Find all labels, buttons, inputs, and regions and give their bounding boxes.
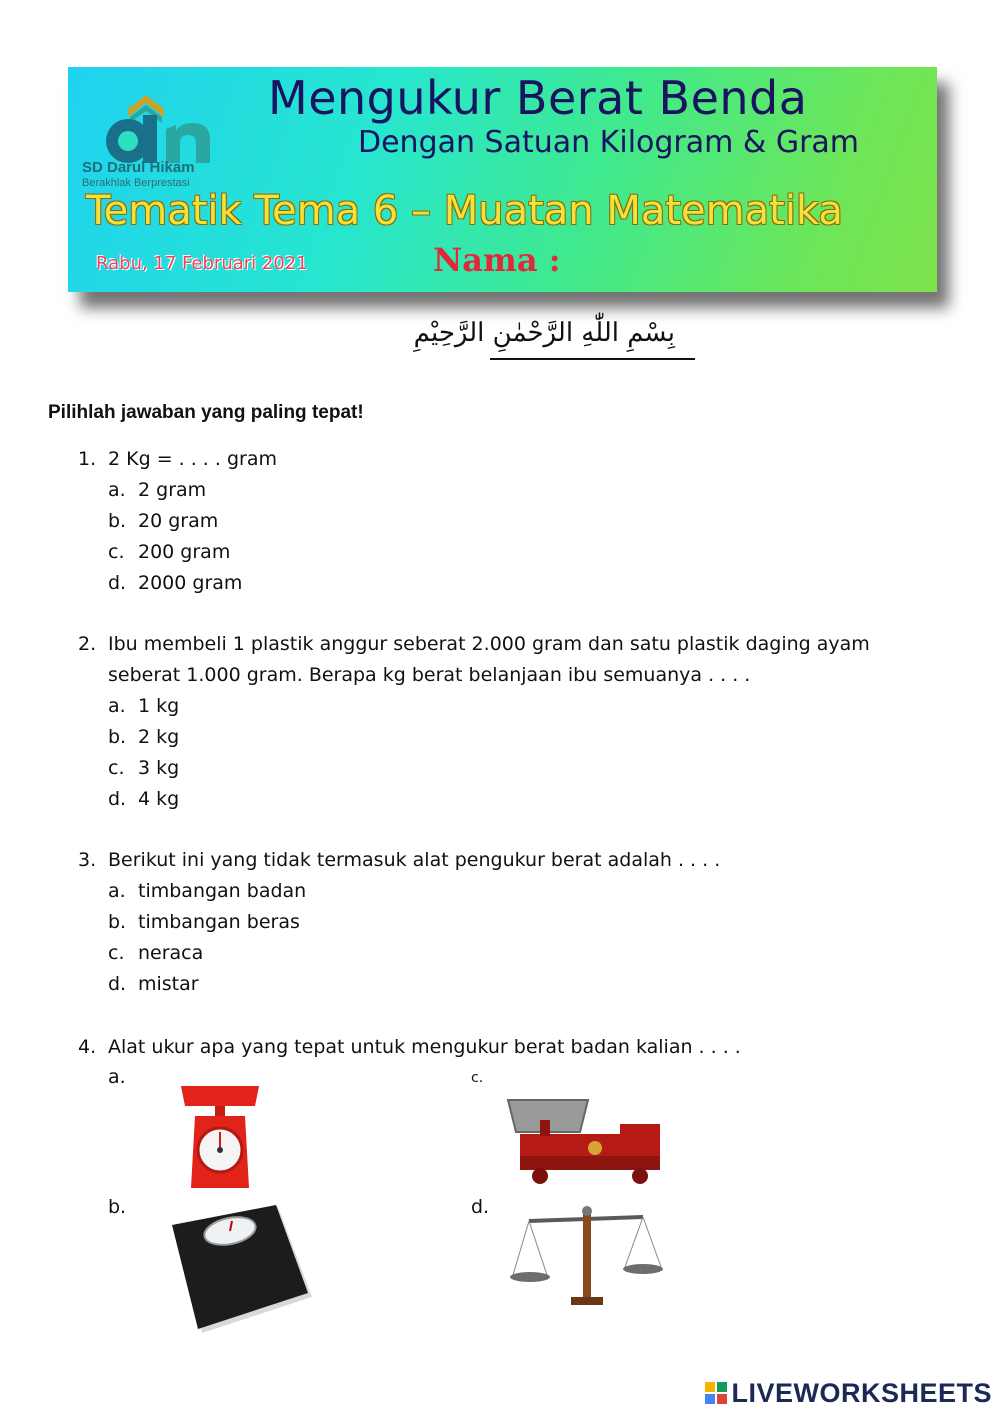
option-letter: a. <box>108 695 126 717</box>
option-c-label: c. <box>471 1070 484 1086</box>
option-letter: b. <box>108 911 127 933</box>
option-letter: c. <box>108 942 125 964</box>
name-label: Nama : <box>433 241 561 279</box>
liveworksheets-logo-icon <box>705 1382 727 1404</box>
option-d[interactable] <box>108 969 938 1000</box>
liveworksheets-watermark <box>705 1378 992 1409</box>
option-text: neraca <box>138 942 204 964</box>
worksheet-date: Rabu, 17 Februari 2021 <box>96 253 308 274</box>
hanging-balance-scale-image[interactable] <box>505 1205 665 1307</box>
option-text: 4 kg <box>138 788 180 810</box>
option-text: 2 gram <box>138 479 207 501</box>
question-text: Alat ukur apa yang tepat untuk mengukur berat badan kalian . . . . <box>108 1036 741 1058</box>
basmalah-calligraphy <box>340 318 695 374</box>
option-text: 2 kg <box>138 726 180 748</box>
option-d[interactable] <box>108 568 938 599</box>
question-text: 2 Kg = . . . . gram <box>108 448 277 470</box>
option-text: 20 gram <box>138 510 219 532</box>
option-c[interactable] <box>108 753 938 784</box>
option-c[interactable] <box>108 537 938 568</box>
question-number: 4. <box>78 1036 97 1058</box>
option-b-label: b. <box>108 1196 127 1218</box>
worksheet-title: Mengukur Berat Benda <box>268 71 808 125</box>
option-a[interactable] <box>108 691 938 722</box>
option-text: timbangan badan <box>138 880 307 902</box>
option-text: mistar <box>138 973 199 995</box>
option-b[interactable] <box>108 506 938 537</box>
option-letter: c. <box>108 541 125 563</box>
option-text: 200 gram <box>138 541 231 563</box>
question-2 <box>78 629 938 815</box>
option-a[interactable] <box>108 876 938 907</box>
option-text: timbangan beras <box>138 911 300 933</box>
school-name: SD Darul Hikam <box>82 159 195 176</box>
option-a-label: a. <box>108 1066 126 1088</box>
instruction: Pilihlah jawaban yang paling tepat! <box>48 402 364 423</box>
question-number: 1. <box>78 448 97 470</box>
option-letter: a. <box>108 479 126 501</box>
basmalah-text: بِسْمِ اللّٰهِ الرَّحْمٰنِ الرَّحِيْمِ <box>413 318 675 348</box>
header-banner <box>68 67 937 292</box>
question-3 <box>78 845 938 1000</box>
question-1 <box>78 444 938 599</box>
black-bathroom-scale-image[interactable] <box>168 1205 316 1335</box>
option-letter: b. <box>108 726 127 748</box>
red-kitchen-scale-image[interactable] <box>175 1080 265 1190</box>
question-text: Ibu membeli 1 plastik anggur seberat 2.000 gram dan satu plastik daging ayam seberat 1.000 gram. Berapa kg berat belanjaan ibu semuanya . . . . <box>108 633 870 686</box>
question-4 <box>78 1032 938 1063</box>
worksheet-subtitle: Dengan Satuan Kilogram & Gram <box>358 125 860 160</box>
basmalah-stroke <box>490 358 695 360</box>
school-tagline: Berakhlak Berprestasi <box>82 177 190 189</box>
option-letter: d. <box>108 572 127 594</box>
option-letter: c. <box>108 757 125 779</box>
option-a[interactable] <box>108 475 938 506</box>
option-text: 2000 gram <box>138 572 243 594</box>
question-text: Berikut ini yang tidak termasuk alat pengukur berat adalah . . . . <box>108 849 721 871</box>
option-letter: b. <box>108 510 127 532</box>
option-d[interactable] <box>108 784 938 815</box>
worksheet-theme: Tematik Tema 6 – Muatan Matematika <box>86 188 843 234</box>
option-letter: d. <box>108 788 127 810</box>
option-c[interactable] <box>108 938 938 969</box>
option-letter: d. <box>108 973 127 995</box>
red-table-balance-scale-image[interactable] <box>500 1090 668 1186</box>
option-letter: a. <box>108 880 126 902</box>
option-text: 3 kg <box>138 757 180 779</box>
option-b[interactable] <box>108 907 938 938</box>
option-d-label: d. <box>471 1196 490 1218</box>
question-number: 3. <box>78 849 97 871</box>
option-b[interactable] <box>108 722 938 753</box>
watermark-text: LIVEWORKSHEETS <box>731 1378 992 1408</box>
option-text: 1 kg <box>138 695 180 717</box>
question-number: 2. <box>78 633 97 655</box>
